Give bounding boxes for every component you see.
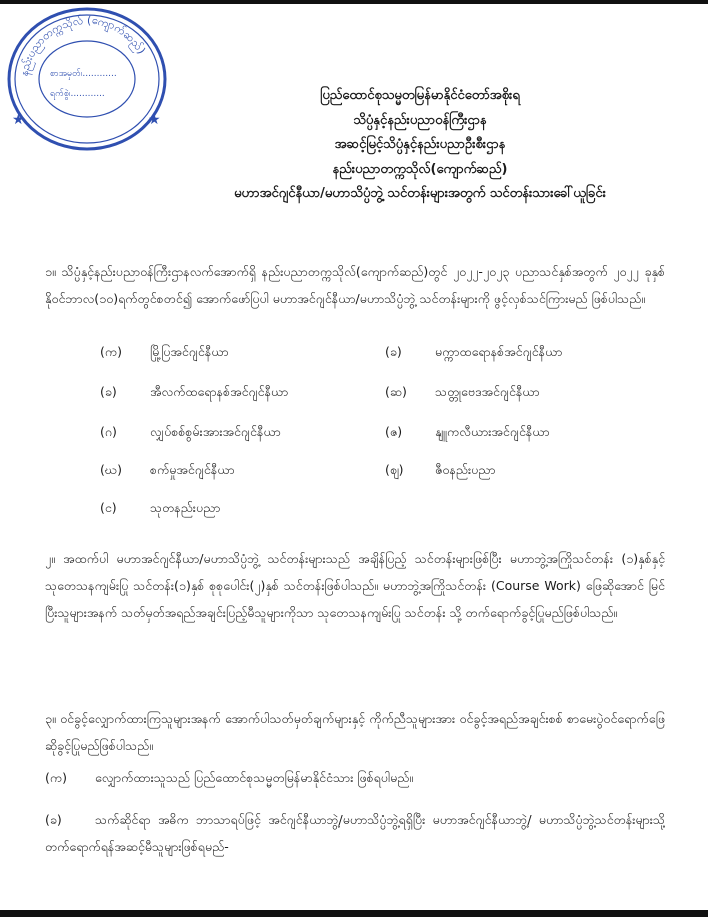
official-seal-stamp <box>2 4 172 154</box>
major-item <box>385 384 540 403</box>
major-item <box>100 424 281 443</box>
major-text: မြို့ပြအင်ဂျင်နီယာ <box>150 344 229 359</box>
paragraph-2: ၂။ အထက်ပါ မဟာအင်ဂျင်နီယာ/မဟာသိပ္ပံဘွဲ့ သင်တန်းများသည် အချိန်ပြည့် သင်တန်းများဖြစ်ပြီး မဟာဘွဲ့အကြိုသင်တန်း (၁)နှစ်နှင့် သုတေသနကျမ်းပြု သင်တန်း(၁)နှစ် စုစုပေါင်း(၂)နှစ် သင်တန်းဖြစ်ပါသည်။ မဟာဘွဲ့အကြိုသင်တန်း (Course Work) ဖြေဆိုအောင် မြင်ပြီးသူများအနက် သတ်မှတ်အရည်အချင်းပြည့်မီသူများကိုသာ သုတေသနကျမ်းပြု သင်တန်း သို့ တက်ရောက်ခွင့်ပြုမည်ဖြစ်ပါသည်။ <box>45 551 665 620</box>
major-label: (ခ) <box>385 344 402 359</box>
stamp-line-1: စာအမှတ်၊............ <box>50 69 117 79</box>
stamp-star-icon: ★ <box>148 112 161 128</box>
major-label: (ခ) <box>100 384 117 399</box>
major-text: အီလက်ထရောနစ်အင်ဂျင်နီယာ <box>150 384 289 399</box>
major-label: (က) <box>100 344 122 359</box>
paragraph-1: ၁။ သိပ္ပံနှင့်နည်းပညာဝန်ကြီးဌာနလက်အောက်ရှိ နည်းပညာတက္ကသိုလ်(ကျောက်ဆည်)တွင် ၂၀၂၂-၂၀၂၃ ပညာသင်နှစ်အတွက် ၂၀၂၂ ခုနှစ် နိုဝင်ဘာလ(၁၀)ရက်တွင်စတင်၍ အောက်ဖော်ပြပါ မဟာအင်ဂျင်နီယာ/မဟာသိပ္ပံဘွဲ့ သင်တန်းများကို ဖွင့်လှစ်သင်ကြားမည် ဖြစ်ပါသည်။ <box>45 264 665 306</box>
criteria-text: လျှောက်ထားသူသည် ပြည်ထောင်စုသမ္မတမြန်မာနိုင်ငံသား ဖြစ်ရပါမည်။ <box>95 770 414 785</box>
stamp-star-icon: ★ <box>12 112 25 128</box>
stamp-ring-text: နည်းပညာတက္ကသိုလ် (ကျောက်ဆည်) <box>17 13 148 78</box>
major-item <box>385 462 496 481</box>
heading-line-1: ပြည်ထောင်စုသမ္မတမြန်မာနိုင်ငံတော်အစိုးရ <box>320 88 520 103</box>
major-text: ဇီဝနည်းပညာ <box>435 462 496 477</box>
major-text: သုတနည်းပညာ <box>150 500 221 515</box>
major-text: နျူကလီယားအင်ဂျင်နီယာ <box>435 424 550 439</box>
major-item <box>385 344 562 363</box>
major-label: (ဃ) <box>100 462 122 477</box>
stamp-line-2: ရက်စွဲ၊............ <box>50 89 105 99</box>
heading-title: မဟာအင်ဂျင်နီယာ/မဟာသိပ္ပံဘွဲ့ သင်တန်းများအတွက် သင်တန်းသားခေါ်ယူခြင်း <box>234 186 606 201</box>
major-text: မက္ကာထရောနစ်အင်ဂျင်နီယာ <box>435 344 563 359</box>
criteria-item <box>45 806 665 860</box>
svg-text:နည်းပညာတက္ကသိုလ် (ကျောက်ဆည်) <box>18 13 148 77</box>
heading-line-4: နည်းပညာတက္ကသိုလ်(ကျောက်ဆည်) <box>332 161 508 177</box>
major-label: (ဈ) <box>385 462 404 477</box>
major-label: (ဂ) <box>100 424 117 439</box>
major-label: (ဆ) <box>385 384 407 399</box>
major-text: လျှပ်စစ်စွမ်းအားအင်ဂျင်နီယာ <box>150 424 281 439</box>
heading-line-3: အဆင့်မြင့်သိပ္ပံနှင့်နည်းပညာဦးစီးဌာန <box>334 137 506 152</box>
paragraph-3: ၃။ ဝင်ခွင့်လျှောက်ထားကြသူများအနက် အောက်ပါသတ်မှတ်ချက်များနှင့် ကိုက်ညီသူများအား ဝင်ခွင့်အရည်အချင်းစစ် စာမေးပွဲဝင်ရောက်ဖြေဆိုခွင့်ပြုမည်ဖြစ်ပါသည်။ <box>45 711 665 753</box>
criteria-label: (ခ) <box>45 812 62 827</box>
major-item <box>100 344 229 363</box>
major-label: (င) <box>100 500 117 515</box>
bottom-edge <box>0 910 708 917</box>
major-item <box>100 384 288 403</box>
criteria-text: သက်ဆိုင်ရာ အဓိက ဘာသာရပ်ဖြင့် အင်ဂျင်နီယာဘွဲ့/မဟာသိပ္ပံဘွဲ့ရရှိပြီး မဟာအင်ဂျင်နီယာဘွဲ့/ မဟာသိပ္ပံဘွဲ့သင်တန်းများသို့ တက်ရောက်ရန်အဆင့်မီသူများဖြစ်ရမည်- <box>45 812 665 854</box>
major-text: စက်မှုအင်ဂျင်နီယာ <box>150 462 235 477</box>
major-label: (ဇ) <box>385 424 403 439</box>
major-text: သတ္တုဗေဒအင်ဂျင်နီယာ <box>435 384 540 399</box>
document-heading <box>150 84 690 207</box>
major-item <box>100 500 220 519</box>
major-item <box>385 424 550 443</box>
criteria-label: (က) <box>45 770 67 785</box>
criteria-item <box>45 770 413 789</box>
major-item <box>100 462 235 481</box>
heading-line-2: သိပ္ပံနှင့်နည်းပညာဝန်ကြီးဌာန <box>353 112 487 128</box>
